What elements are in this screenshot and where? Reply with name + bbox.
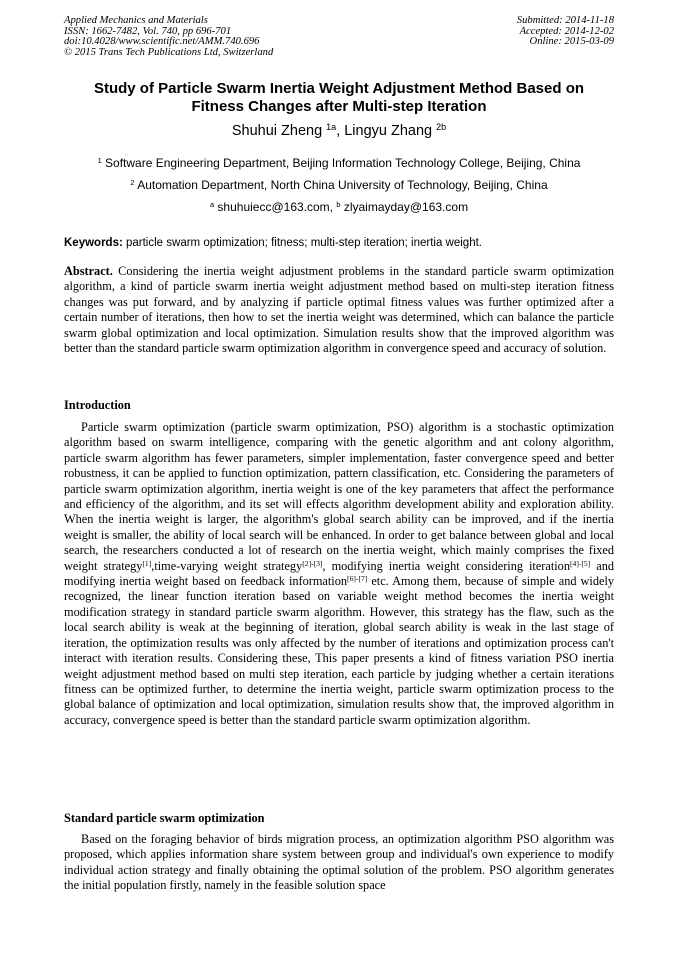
- paragraph-text: etc. Among them, because of simple and widely recognized, the linear function iteration based on variable weight method becomes the inertia weight modification strategy in standard particle swarm algorithm. However, this strategy has the flaw, such as the local search ability is weak at the beginning of iteration, global search ability is weak in the last stage of iteration, the optimization results was only affected by the number of iterations and optimization process can't interact with iteration results. Considering these, This paper presents a kind of fitness variation PSO inertia weight adjustment method based on multi step iteration, each particle by judging whether a certain iterations fitness can be optimized further, to determine the inertia weight, particle swarm optimization process to the global balance of optimization and local optimization, simulation results show that, the improved algorithm in accuracy, convergence speed is better than the standard particle swarm optimization algorithm.: [64, 574, 615, 727]
- email-link[interactable]: zlyaimayday@163.com: [343, 200, 469, 214]
- author-name: Shuhui Zheng: [231, 123, 323, 139]
- header-right: [517, 16, 614, 48]
- citation-link[interactable]: [1]: [142, 558, 152, 568]
- author-name: Lingyu Zhang: [344, 123, 433, 139]
- author-affiliation-mark: 1a: [326, 122, 337, 133]
- standard-pso-paragraph: Based on the foraging behavior of birds migration process, an optimization algorithm PSO algorithm was proposed, which applies information share system between group and individual's own experience to modify individual action strategy and finally obtaining the optimal solution of the problem. PSO algorithm generates the initial population firstly, namely in the feasible solution space: [64, 832, 614, 893]
- journal-name: Applied Mechanics and Materials: [64, 15, 208, 26]
- header-left: [64, 16, 273, 58]
- affiliation-1: [64, 156, 614, 170]
- issn-line: ISSN: 1662-7482, Vol. 740, pp 696-701: [64, 25, 232, 37]
- title-line-2: Fitness Changes after Multi-step Iteration: [191, 98, 487, 115]
- paragraph-text: ,time-varying weight strategy: [151, 558, 303, 573]
- online-date: Online: 2015-03-09: [529, 36, 614, 48]
- title-line-1: Study of Particle Swarm Inertia Weight Adjustment Method Based on: [93, 80, 585, 97]
- keywords-label: Keywords:: [64, 237, 123, 249]
- introduction-paragraph: [64, 420, 614, 728]
- paragraph-text: Particle swarm optimization (particle swarm optimization, PSO) algorithm is a stochastic optimization algorithm based on swarm intelligence, comparing with the genetic algorithm and ant colony algorithm, particle swarm algorithm has fewer parameters, simpler implementation, faster convergence speed and better robustness, it can be applied to function optimization, pattern classification, etc. Considering the parameters of particle swarm optimization algorithm, inertia weight is one of the key parameters that affect the performance and efficiency of the algorithm, and its set will effects algorithm development ability and exploration ability. When the inertia weight is larger, the algorithm's global search ability can be improved, and if the inertia weight is smaller, the ability of local search will be enhanced. In order to get balance between global and local search, the researchers conducted a lot of research on the inertia weight, which mainly comprises the fixed weight strategy: [64, 420, 614, 573]
- email-link[interactable]: shuhuiecc@163.com,: [217, 200, 333, 214]
- email-mark: b: [336, 199, 341, 209]
- paragraph-text: and modifying inertia weight based on feedback information: [64, 558, 615, 589]
- citation-link[interactable]: [2]-[3]: [302, 558, 323, 568]
- keywords-text: particle swarm optimization; fitness; multi-step iteration; inertia weight.: [122, 237, 482, 249]
- author-emails: [64, 200, 614, 214]
- author-affiliation-mark: 2b: [436, 122, 447, 133]
- affiliation-text: Automation Department, North China University of Technology, Beijing, China: [137, 178, 548, 192]
- keywords: [64, 236, 614, 250]
- abstract: [64, 264, 614, 356]
- submitted-date: Submitted: 2014-11-18: [516, 15, 614, 26]
- section-heading-introduction: Introduction: [64, 398, 131, 412]
- abstract-label: Abstract.: [64, 264, 113, 278]
- author-separator: ,: [336, 123, 345, 139]
- accepted-date: Accepted: 2014-12-02: [519, 25, 614, 37]
- affiliation-mark: 1: [97, 155, 102, 165]
- email-mark: a: [209, 199, 215, 209]
- affiliation-2: [64, 178, 614, 192]
- abstract-text: Considering the inertia weight adjustment problems in the standard particle swarm optimization algorithm, a kind of particle swarm inertia weight adjustment method based on multi-step iteration fitness changes was put forward, and by analyzing if particle optimal fitness values was further optimized after a certain number of iterations, then how to set the inertia weight was determined, which can balance the particle swarm global optimization and local optimization. Simulation results show that the improved algorithm was better than the standard particle swarm optimization algorithm in convergence speed and accuracy of solution.: [64, 264, 614, 356]
- affiliation-text: Software Engineering Department, Beijing Information Technology College, Beijing, China: [105, 156, 581, 170]
- author-list: [64, 122, 614, 140]
- affiliation-mark: 2: [130, 177, 135, 187]
- copyright-line: © 2015 Trans Tech Publications Ltd, Switzerland: [64, 46, 274, 58]
- section-heading-standard-pso: Standard particle swarm optimization: [64, 811, 265, 825]
- paper-title: [64, 80, 614, 116]
- citation-link[interactable]: [6]-[7]: [347, 573, 368, 583]
- doi-line: doi:10.4028/www.scientific.net/AMM.740.696: [64, 36, 260, 48]
- paragraph-text: , modifying inertia weight considering iteration: [322, 558, 570, 573]
- citation-link[interactable]: [4]-[5]: [569, 558, 591, 568]
